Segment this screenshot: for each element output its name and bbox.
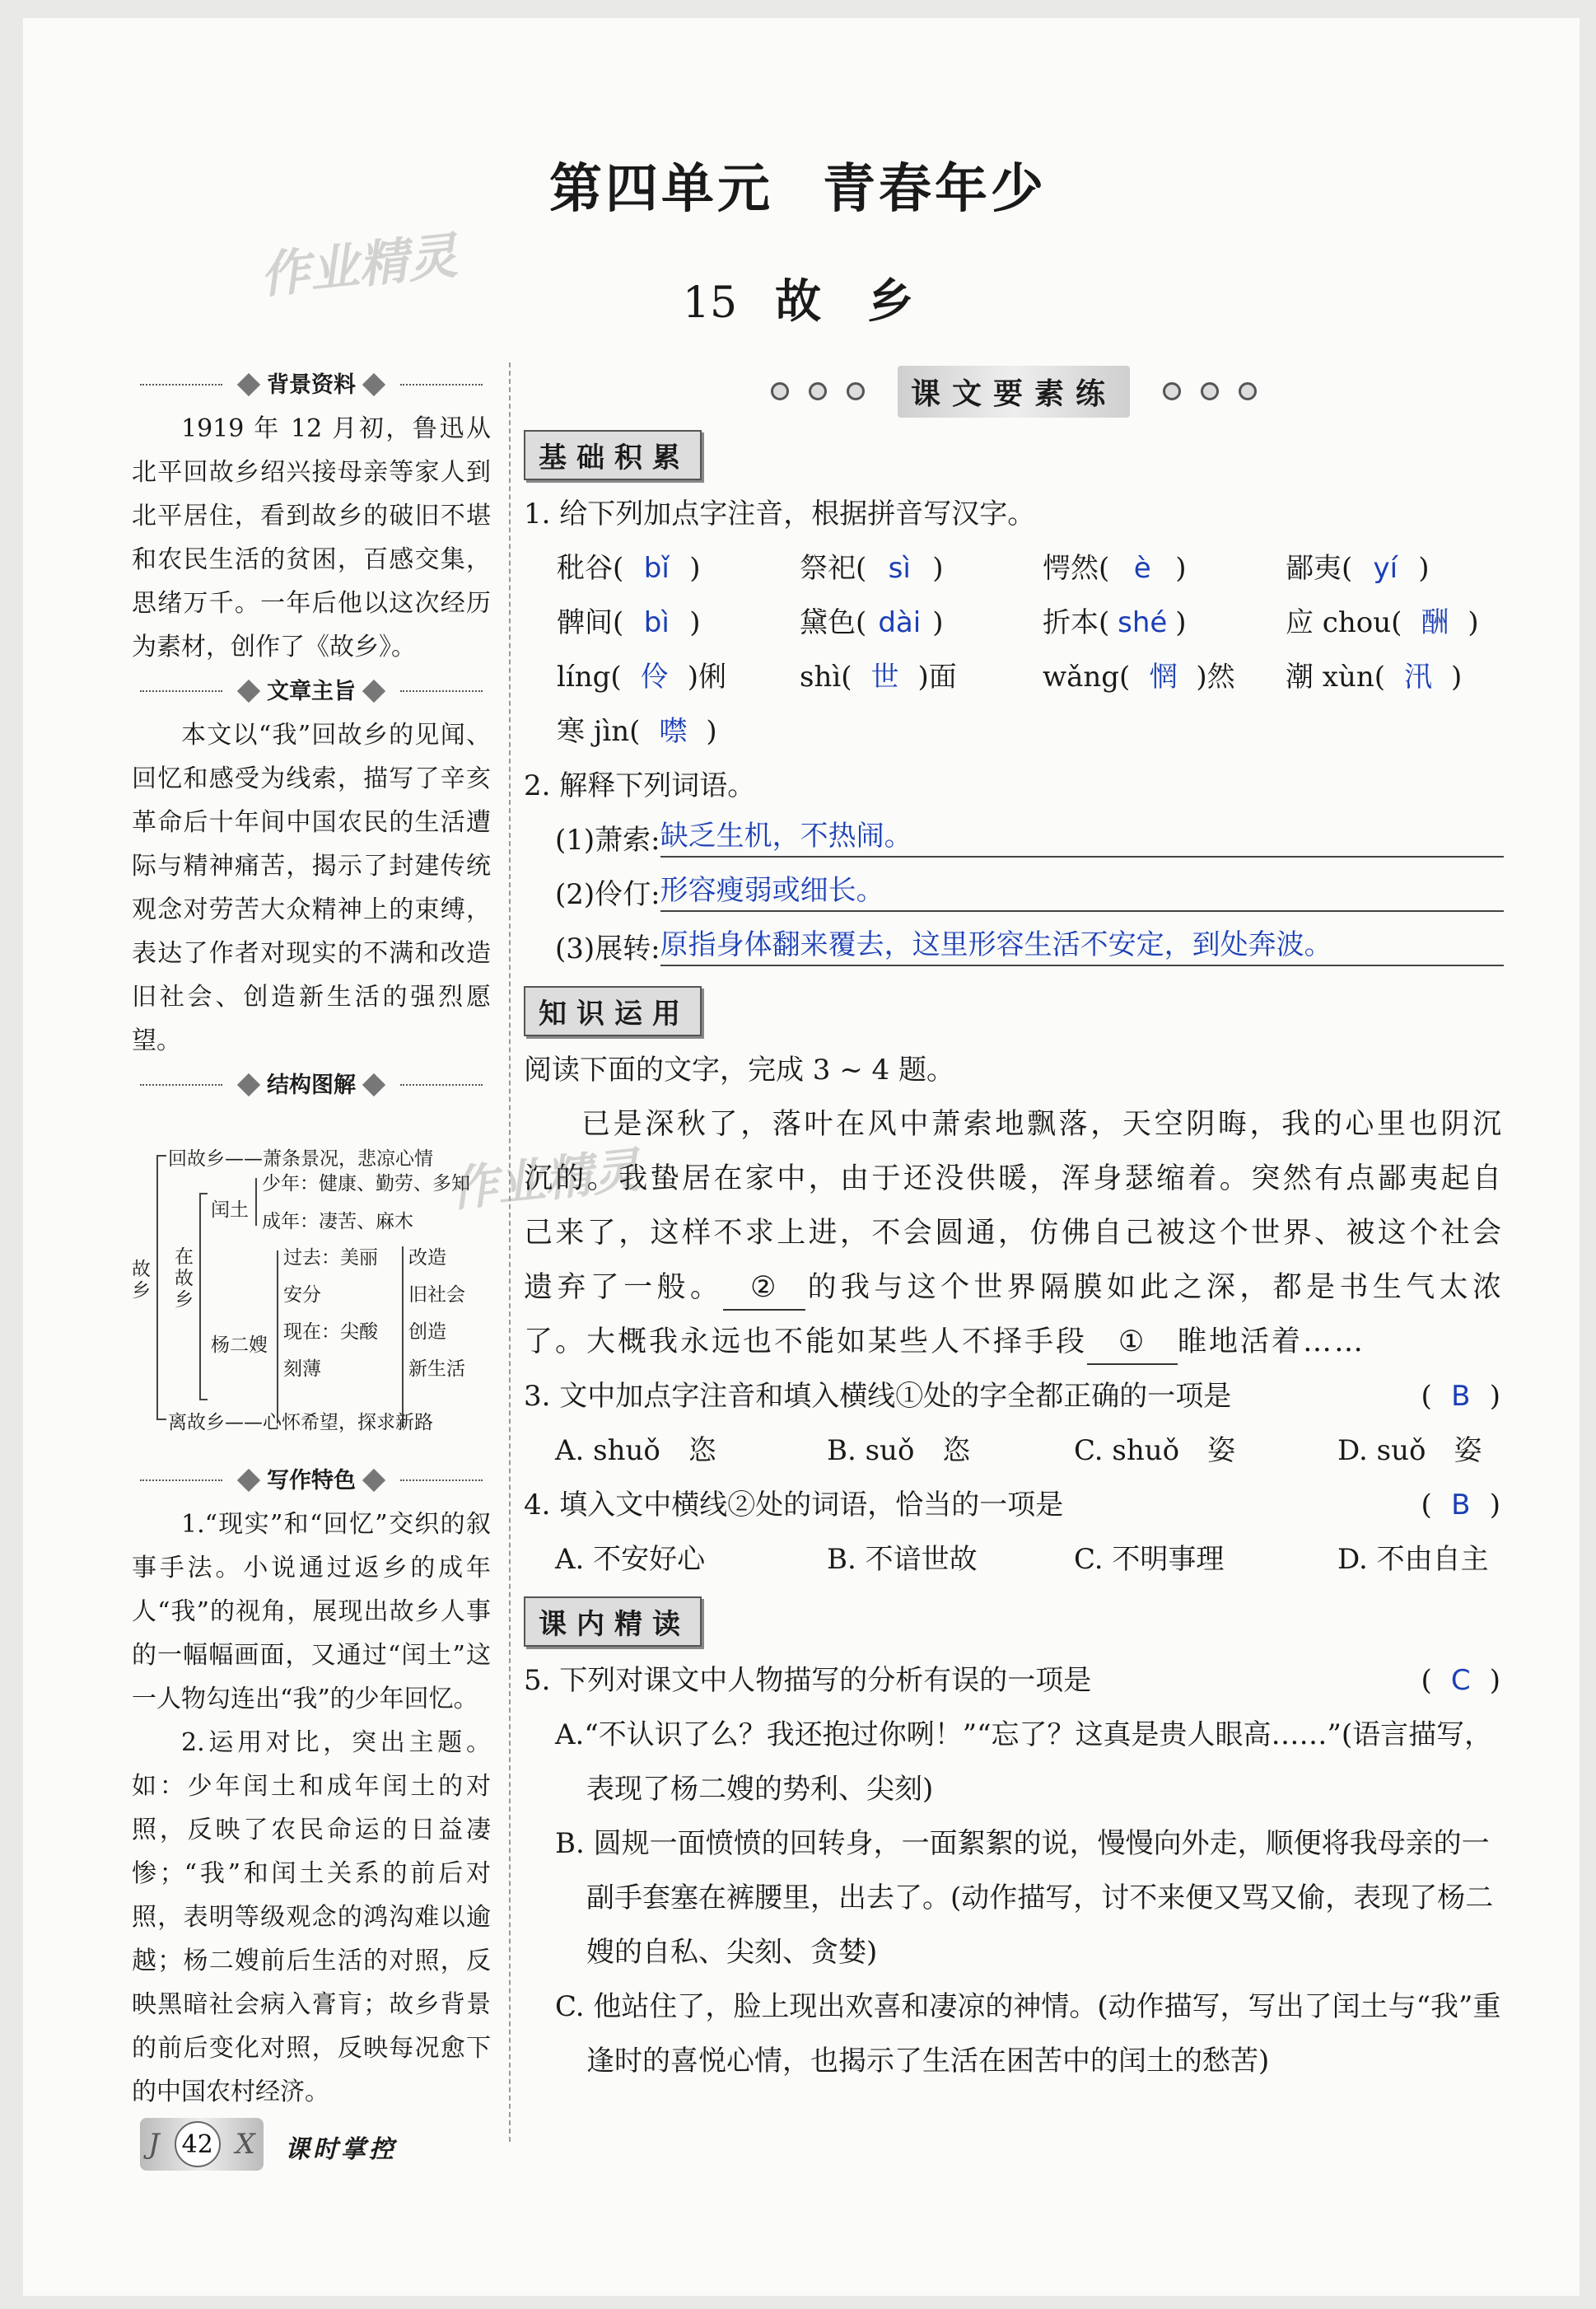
q1-answer[interactable]: sì [888,552,911,585]
watermark: 作业精灵 [446,1142,643,1218]
lesson-name: 故 乡 [775,274,914,329]
unit-number: 第四单元 [549,159,773,220]
blank-2[interactable]: ② [723,1266,805,1311]
q5: 5. 下列对课文中人物描写的分析有误的一项是 ( C ) [524,1653,1504,1708]
tree-return: 回故乡——萧条景况，悲凉心情 [168,1148,433,1170]
q2-answer[interactable]: 形容瘦弱或细长。 [660,867,1504,912]
q4-answer[interactable]: B [1451,1489,1471,1521]
q5-answer[interactable]: C [1450,1664,1471,1697]
tree-runtu-adult: 成年：凄苦、麻木 [262,1211,413,1232]
book-title: 课时掌控 [285,2135,397,2164]
q2-item: (2)伶仃: 形容瘦弱或细长。 [524,867,1504,922]
tree-yang-past-2: 安分 [283,1284,321,1306]
tree-change-3: 创造 [408,1321,446,1343]
q1-answer[interactable]: 伶 [640,661,669,694]
writing-heading: 写作特色 [132,1458,491,1503]
option[interactable]: C. shuǒ 姿 [1074,1434,1236,1467]
background-text: 1919 年 12 月初，鲁迅从北平回故乡绍兴接母亲等家人到北平居住，看到故乡的破旧不堪和农民生活的贫困，百感交集，思绪万千。一年后他以这次经历为素材，创作了《故乡》。 [132,414,491,661]
option[interactable]: B. 不谙世故 [827,1543,978,1576]
unit-title [0,147,1596,222]
q1-item: 秕谷( bǐ ) [557,541,800,596]
q1-answer[interactable]: 酬 [1421,606,1449,639]
reading-intro: 阅读下面的文字，完成 3 ~ 4 题。 [524,1054,954,1087]
blank-1[interactable]: ① [1087,1320,1178,1365]
q1-item: 黛色( dài ) [800,596,1043,650]
tree-change-1: 改造 [408,1247,446,1269]
q1-answer[interactable]: 惘 [1149,661,1178,694]
q1-item: wǎng( 惘 )然 [1043,650,1286,704]
tree-yang-past-1: 过去：美丽 [283,1247,378,1269]
deco-letter: J [148,2128,160,2161]
q1-item: 寒 jìn( 噤 ) [557,704,800,759]
q1-item: 祭祀( sì ) [800,541,1043,596]
tree-root: 故乡 [132,1259,151,1302]
deco-letter: X [235,2128,255,2161]
page-number: 42 [175,2121,221,2167]
theme-text: 本文以“我”回故乡的见闻、回忆和感受为线索，描写了辛亥革命后十年间中国农民的生活遭际与精神痛苦，揭示了封建传统观念对劳苦大众精神上的束缚，表达了作者对现实的不满和改造旧社会、创造新生活的强烈愿望。 [132,721,491,1055]
q2-answer[interactable]: 原指身体翻来覆去，这里形容生活不安定，到处奔波。 [660,922,1504,966]
tree-yang-now-2: 刻薄 [283,1358,321,1380]
q1-item: líng( 伶 )俐 [557,650,800,704]
q1-answer[interactable]: bì [643,606,670,639]
section-reading: 课内精读 [524,1596,702,1647]
q3-answer[interactable]: B [1451,1380,1471,1413]
q5-option-b[interactable]: B. 圆规一面愤愤的回转身，一面絮絮的说，慢慢向外走，顺便将我母亲的一副手套塞在裤腰里，出去了。(动作描写，讨不来便又骂又偷，表现了杨二嫂的自私、尖刻、贪婪) [555,1827,1494,1969]
option[interactable]: C. 不明事理 [1074,1543,1225,1576]
q1-answer[interactable]: dài [878,606,922,639]
q1-item: 髀间( bì ) [557,596,800,650]
option[interactable]: B. suǒ 恣 [827,1434,971,1467]
banner [524,362,1504,420]
unit-theme: 青春年少 [823,159,1047,220]
structure-diagram [132,1143,491,1442]
tree-runtu-young: 少年：健康、勤劳、多知 [262,1173,470,1194]
q2-stem: 2. 解释下列词语。 [524,769,756,802]
column-divider [509,362,511,2142]
option[interactable]: D. suǒ 姿 [1337,1434,1482,1467]
background-heading: 背景资料 [132,362,491,407]
lesson-title [0,265,1596,331]
q1-answer[interactable]: 汛 [1404,661,1433,694]
theme-heading: 文章主旨 [132,669,491,713]
q1-answer[interactable]: è [1133,552,1151,585]
tree-change-2: 旧社会 [408,1284,465,1306]
q3: 3. 文中加点字注音和填入横线①处的字全都正确的一项是 ( B ) [524,1369,1504,1423]
tree-in-hometown: 在故乡 [175,1246,194,1311]
q5-option-c[interactable]: C. 他站住了，脸上现出欢喜和凄凉的神情。(动作描写，写出了闰土与“我”重逢时的喜悦心情，也揭示了生活在困苦中的闰土的愁苦) [555,1990,1501,2078]
banner-text: 课文要素练 [898,366,1130,418]
section-apply: 知识运用 [524,986,702,1036]
structure-heading: 结构图解 [132,1063,491,1107]
q1-answer[interactable]: 世 [870,661,899,694]
option[interactable]: D. 不由自主 [1337,1543,1489,1576]
q1-answer[interactable]: 噤 [659,715,688,748]
q2-answer[interactable]: 缺乏生机，不热闹。 [660,813,1504,858]
q1-item: 折本( shé ) [1043,596,1286,650]
q3-options [524,1423,1504,1478]
q1-item: shì( 世 )面 [800,650,1043,704]
tree-yang-now-1: 现在：尖酸 [283,1321,378,1343]
tree-change-4: 新生活 [408,1358,465,1380]
q4-options [524,1532,1504,1587]
tree-yang: 杨二嫂 [211,1334,268,1356]
q1-item: 潮 xùn( 汛 ) [1286,650,1528,704]
lesson-number: 15 [682,278,738,328]
q1-item: 鄙夷( yí ) [1286,541,1528,596]
passage: 已是深秋了，落叶在风中萧索地飘落，天空阴晦，我的心里也阴沉沉的。我蛰居在家中，由于还没供暖，浑身瑟缩着。突然有点鄙夷起自己来了，这样不求上进，不会圆通，仿佛自己被这个世界、被这个社会遗弃了一般。 ② 的我与这个世界隔膜如此之深，都是书生气太浓了。大概我永远也不能如某些人不择手段 ① 睢地活着…… [524,1097,1504,1369]
q5-option-a[interactable]: A.“不认识了么？我还抱过你咧！”“忘了？这真是贵人眼高……”(语言描写，表现了杨二嫂的势利、尖刻) [555,1718,1493,1806]
q2-item: (1)萧索: 缺乏生机，不热闹。 [524,813,1504,867]
q1-item: 应 chou( 酬 ) [1286,596,1528,650]
section-basic: 基础积累 [524,430,702,480]
option[interactable]: A. 不安好心 [555,1543,706,1576]
option[interactable]: A. shuǒ 恣 [555,1434,716,1467]
watermark: 作业精灵 [257,227,460,306]
q1-answer[interactable]: yí [1373,552,1398,585]
q1-items [524,541,1504,759]
q1-stem: 1. 给下列加点字注音，根据拼音写汉字。 [524,498,1036,531]
tree-runtu: 闰土 [211,1199,249,1221]
writing-point-1: 1.“现实”和“回忆”交织的叙事手法。小说通过返乡的成年人“我”的视角，展现出故乡人事的一幅幅画面，又通过“闰土”这一人物勾连出“我”的少年回忆。 [132,1510,491,1713]
q2-item: (3)展转: 原指身体翻来覆去，这里形容生活不安定，到处奔波。 [524,922,1504,976]
page-number-badge [140,2118,264,2171]
writing-point-2: 2.运用对比，突出主题。如：少年闰土和成年闰土的对照，反映了农民命运的日益凄惨；“我”和闰土关系的前后对照，表明等级观念的鸿沟难以逾越；杨二嫂前后生活的对照，反映黑暗社会病入膏肓；故乡背景的前后变化对照，反映每况愈下的中国农村经济。 [132,1728,491,2106]
q1-answer[interactable]: bǐ [643,552,670,585]
q4: 4. 填入文中横线②处的词语，恰当的一项是 ( B ) [524,1478,1504,1532]
main-column [524,362,1504,2088]
q1-answer[interactable]: shé [1118,606,1168,639]
q1-item: 愕然( è ) [1043,541,1286,596]
tree-leave: 离故乡——心怀希望，探求新路 [168,1412,433,1433]
